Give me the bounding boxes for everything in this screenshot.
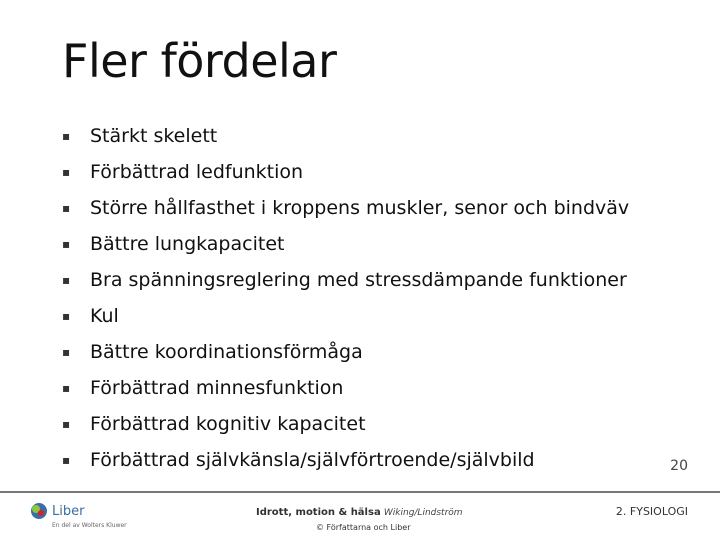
bullet-text: Förbättrad självkänsla/självförtroende/självbild <box>90 449 535 471</box>
list-item <box>62 190 629 226</box>
bullet-icon: ▪ <box>62 345 71 359</box>
chapter-label: 2. FYSIOLOGI <box>615 505 688 518</box>
list-item <box>62 154 629 190</box>
logo-subtext: En del av Wolters Kluwer <box>52 522 127 529</box>
page-number: 20 <box>670 458 688 474</box>
footer-divider <box>0 491 720 493</box>
bullet-icon: ▪ <box>62 129 71 143</box>
liber-logo <box>30 502 84 520</box>
book-authors: Wiking/Lindström <box>383 508 463 518</box>
list-item <box>62 334 629 370</box>
list-item <box>62 262 629 298</box>
footer-copyright: © Författarna och Liber <box>316 523 411 532</box>
bullet-icon: ▪ <box>62 453 71 467</box>
bullet-icon: ▪ <box>62 165 71 179</box>
bullet-text: Större hållfasthet i kroppens muskler, senor och bindväv <box>90 197 630 219</box>
bullet-text: Förbättrad minnesfunktion <box>90 377 344 399</box>
bullet-text: Bra spänningsreglering med stressdämpande funktioner <box>90 269 627 291</box>
bullet-icon: ▪ <box>62 237 71 251</box>
bullet-icon: ▪ <box>62 201 71 215</box>
bullet-text: Bättre koordinationsförmåga <box>90 341 363 363</box>
bullet-icon: ▪ <box>62 273 71 287</box>
book-title: Idrott, motion & hälsa <box>256 507 381 518</box>
liber-logo-icon <box>30 502 48 520</box>
bullet-text: Förbättrad ledfunktion <box>90 161 304 183</box>
list-item <box>62 442 629 478</box>
bullet-icon: ▪ <box>62 309 71 323</box>
logo-text: Liber <box>52 503 85 519</box>
bullet-text: Kul <box>90 305 119 327</box>
list-item <box>62 370 629 406</box>
footer-book-info <box>256 507 463 518</box>
bullet-text: Stärkt skelett <box>90 125 218 147</box>
list-item <box>62 406 629 442</box>
bullet-icon: ▪ <box>62 381 71 395</box>
list-item <box>62 118 629 154</box>
slide-title: Fler fördelar <box>62 34 337 88</box>
list-item <box>62 226 629 262</box>
bullet-text: Förbättrad kognitiv kapacitet <box>90 413 366 435</box>
bullet-list <box>62 118 629 478</box>
list-item <box>62 298 629 334</box>
bullet-text: Bättre lungkapacitet <box>90 233 285 255</box>
bullet-icon: ▪ <box>62 417 71 431</box>
